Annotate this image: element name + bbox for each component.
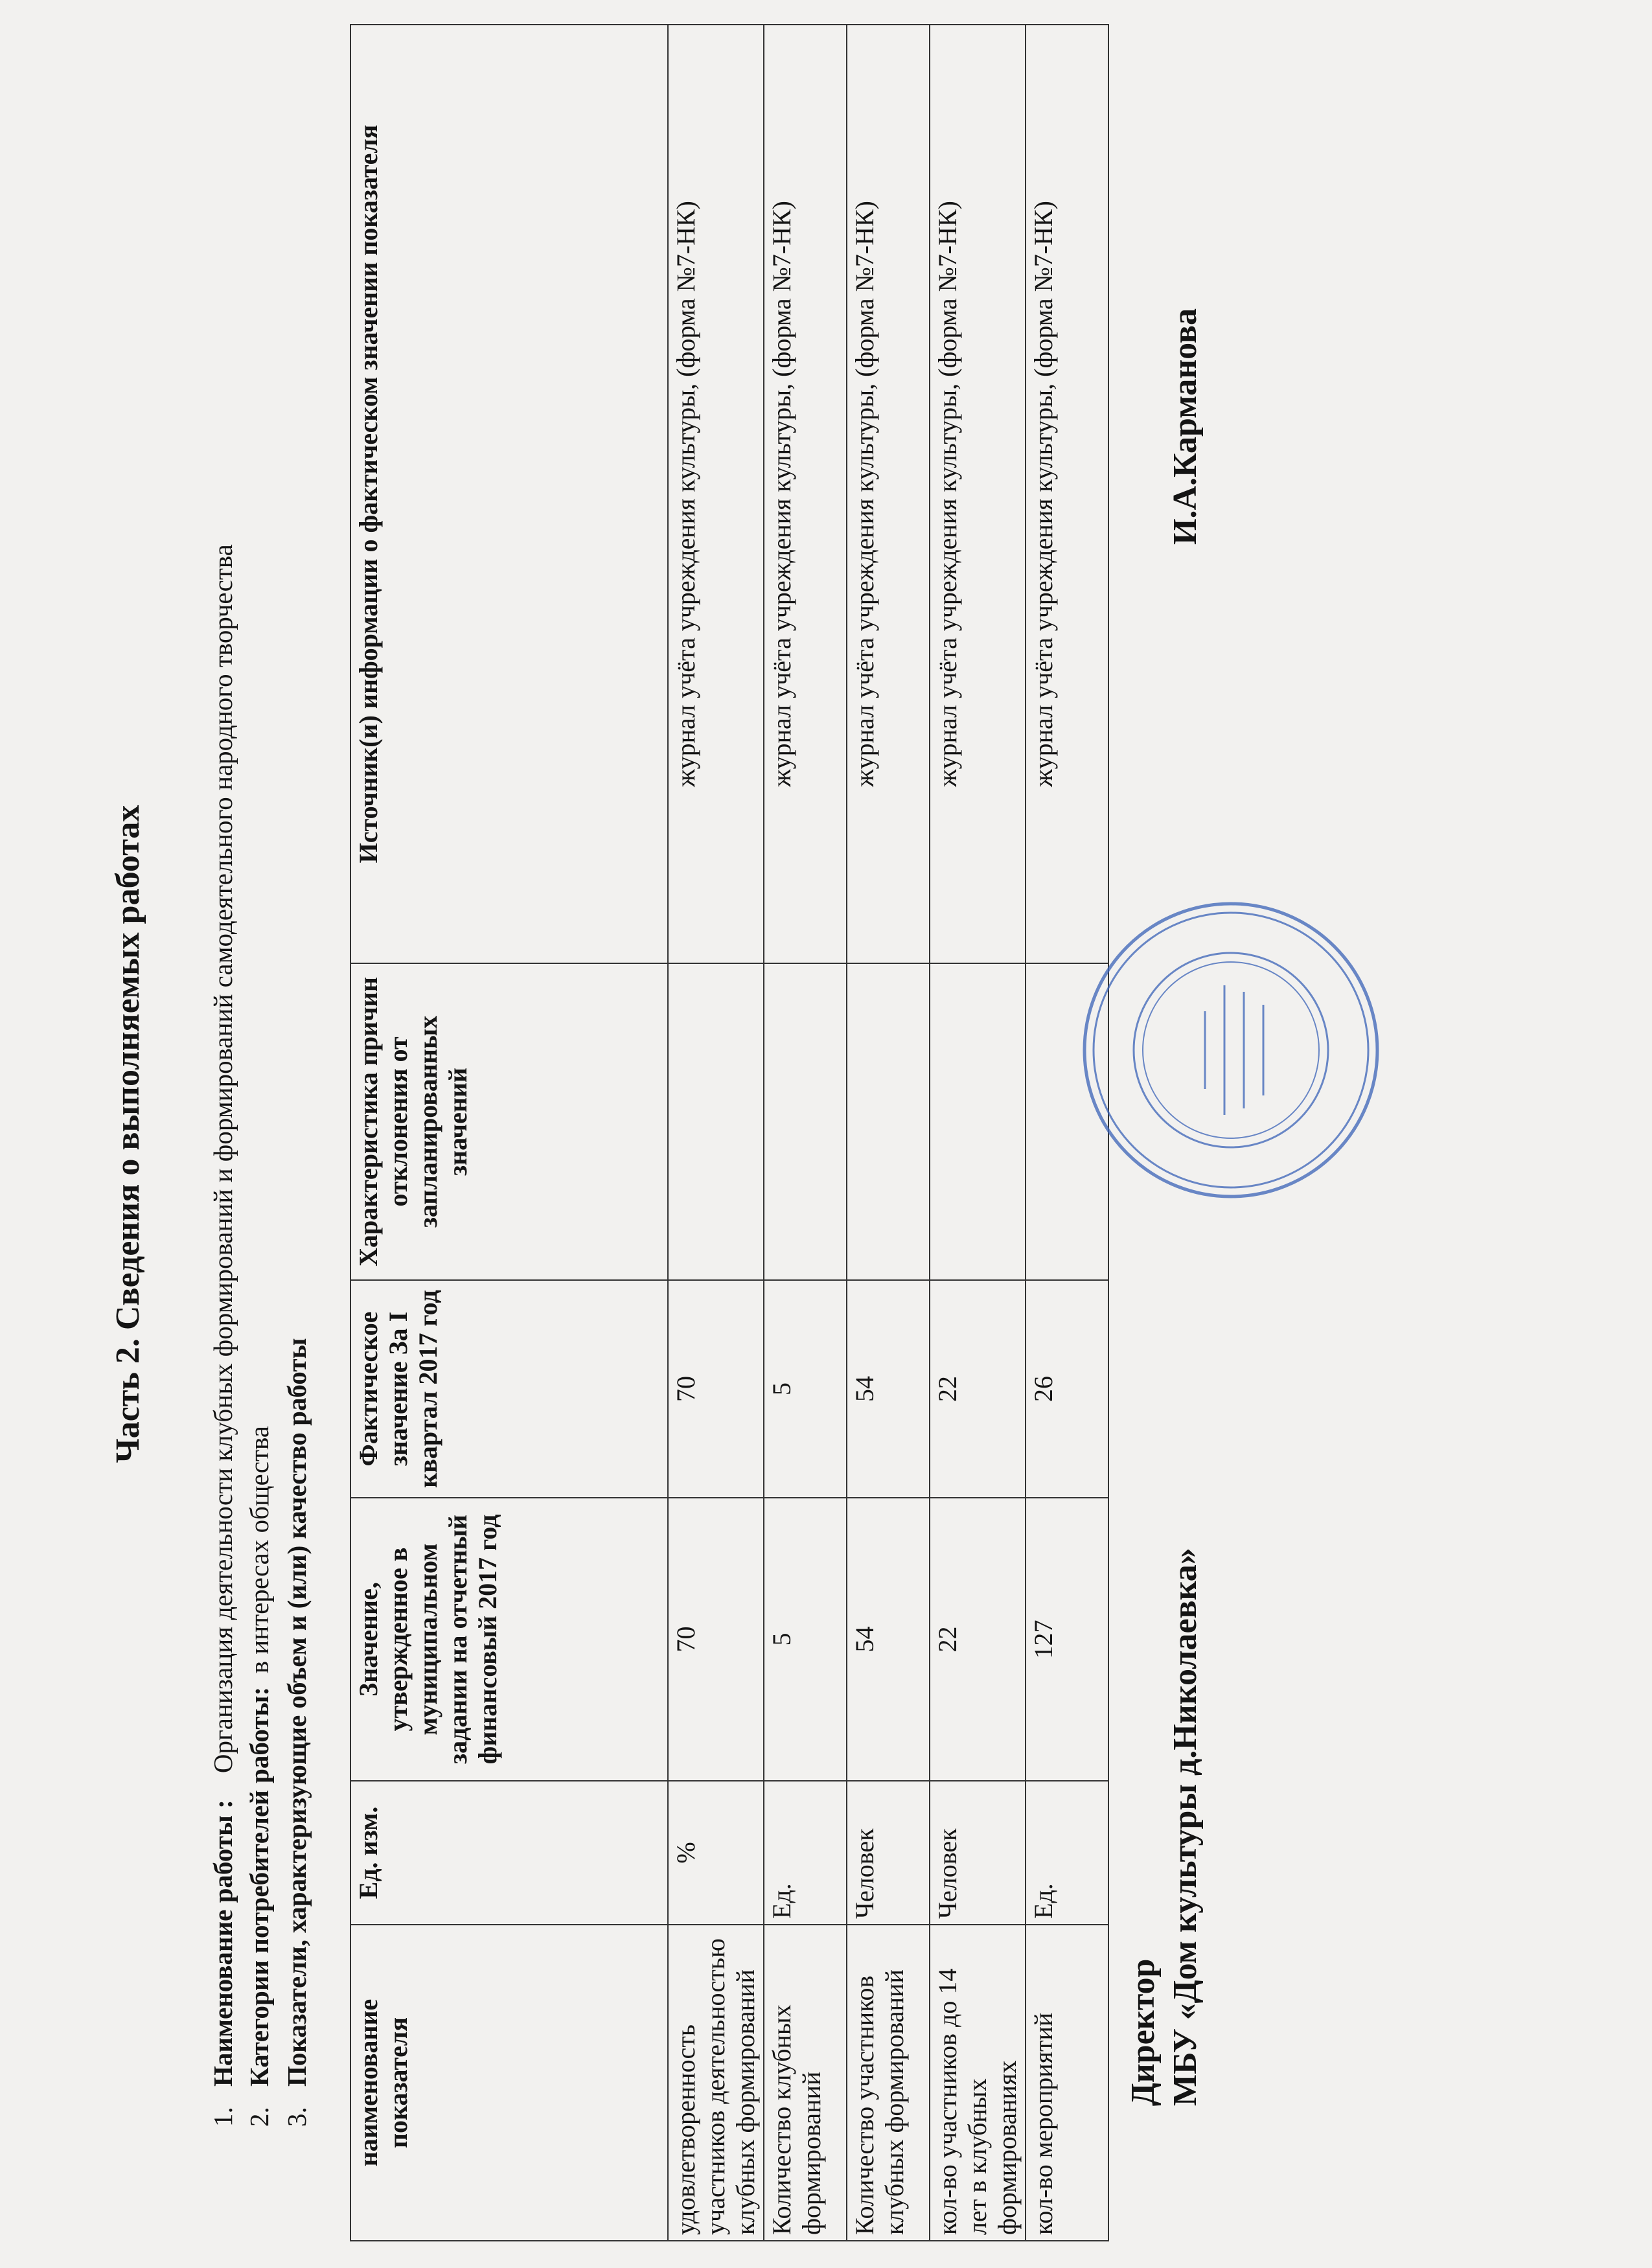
cell-name: Количество клубных формирований	[764, 1925, 847, 2241]
official-seal	[1075, 895, 1386, 1206]
cell-planned: 5	[764, 1498, 847, 1781]
cell-source: журнал учёта учреждения культуры, (форма №7-НК)	[668, 25, 764, 963]
cell-name: удовлетворенность участников деятельностью клубных формирований	[668, 1925, 764, 2241]
table-row	[668, 25, 764, 2241]
cell-source: журнал учёта учреждения культуры, (форма №7-НК)	[930, 25, 1026, 963]
cell-source: журнал учёта учреждения культуры, (форма №7-НК)	[764, 25, 847, 963]
meta-number: 2.	[244, 2107, 274, 2127]
meta-number: 1.	[208, 2107, 238, 2127]
cell-planned: 22	[930, 1498, 1026, 1781]
indicators-table	[350, 24, 1109, 2241]
cell-actual: 22	[930, 1280, 1026, 1498]
cell-planned: 70	[668, 1498, 764, 1781]
meta-value: Организация деятельности клубных формирований и формирований самодеятельного народного творчества	[208, 544, 238, 1774]
cell-name: кол-во мероприятий	[1026, 1925, 1108, 2241]
header-reason: Характеристика причин отклонения от запланированных значений	[350, 963, 668, 1280]
meta-item-work-name	[205, 544, 241, 2127]
header-actual: Фактическое значение За I квартал 2017 год	[350, 1280, 668, 1498]
cell-reason	[764, 963, 847, 1280]
cell-actual: 70	[668, 1280, 764, 1498]
table-row	[764, 25, 847, 2241]
cell-actual: 26	[1026, 1280, 1108, 1498]
meta-value: в интересах общества	[244, 1426, 274, 1674]
signature-organization: МБУ «Дом культуры д.Николаевка»	[1167, 1548, 1204, 2106]
signature-position: Директор	[1125, 1958, 1162, 2106]
cell-actual: 5	[764, 1280, 847, 1498]
page-title: Часть 2. Сведения о выполняемых работах	[109, 805, 146, 1463]
header-unit: Ед. изм.	[350, 1781, 668, 1925]
header-source: Источник(и) информации о фактическом значении показателя	[350, 25, 668, 963]
table-row	[847, 25, 930, 2241]
cell-source: журнал учёта учреждения культуры, (форма №7-НК)	[847, 25, 930, 963]
cell-reason	[930, 963, 1026, 1280]
cell-unit: %	[668, 1781, 764, 1925]
header-indicator-name: наименование показателя	[350, 1925, 668, 2241]
cell-actual: 54	[847, 1280, 930, 1498]
cell-unit: Человек	[847, 1781, 930, 1925]
signature-name: И.А.Карманова	[1167, 308, 1204, 545]
meta-label: Показатели, характеризующие объем и (или) качество работы	[282, 1338, 312, 2087]
cell-unit: Ед.	[1026, 1781, 1108, 1925]
cell-planned: 127	[1026, 1498, 1108, 1781]
table-row	[930, 25, 1026, 2241]
meta-number: 3.	[282, 2107, 312, 2127]
header-planned: Значение, утвержденное в муниципальном задании на отчетный финансовый 2017 год	[350, 1498, 668, 1781]
meta-item-consumers	[241, 1426, 277, 2127]
meta-label: Категории потребителей работы:	[244, 1686, 274, 2087]
cell-planned: 54	[847, 1498, 930, 1781]
cell-unit: Ед.	[764, 1781, 847, 1925]
meta-item-indicators	[279, 1338, 315, 2127]
meta-label: Наименование работы :	[208, 1800, 238, 2087]
cell-unit: Человек	[930, 1781, 1026, 1925]
cell-name: Количество участников клубных формирований	[847, 1925, 930, 2241]
table-header-row	[350, 25, 668, 2241]
cell-reason	[668, 963, 764, 1280]
cell-name: кол-во участников до 14 лет в клубных формированиях	[930, 1925, 1026, 2241]
cell-reason	[847, 963, 930, 1280]
cell-source: журнал учёта учреждения культуры, (форма №7-НК)	[1026, 25, 1108, 963]
